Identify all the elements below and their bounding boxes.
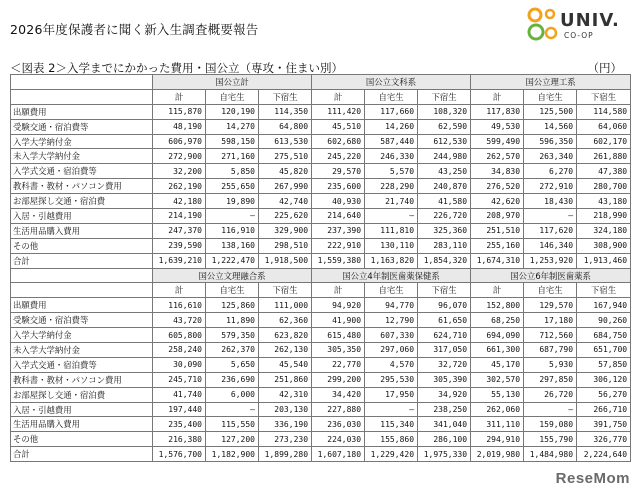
value-cell: 197,440	[153, 402, 206, 417]
value-cell: 238,250	[418, 402, 471, 417]
value-cell: 235,600	[312, 179, 365, 194]
value-cell: 208,970	[471, 209, 524, 224]
value-cell: 235,400	[153, 417, 206, 432]
value-cell: 587,440	[365, 134, 418, 149]
value-cell: 1,484,980	[524, 447, 577, 462]
value-cell: 341,040	[418, 417, 471, 432]
table-row	[11, 313, 631, 328]
value-cell: 579,350	[206, 328, 259, 343]
value-cell: 276,520	[471, 179, 524, 194]
value-cell: 1,913,460	[577, 253, 631, 268]
logo-subtext: CO-OP	[564, 31, 594, 40]
column-header: 自宅生	[206, 89, 259, 104]
table-row	[11, 223, 631, 238]
value-cell: 273,230	[259, 432, 312, 447]
value-cell: 214,190	[153, 209, 206, 224]
group-header: 国公立4年制医歯薬保健系	[312, 268, 471, 283]
column-header: 計	[153, 89, 206, 104]
value-cell: 1,222,470	[206, 253, 259, 268]
value-cell: 247,370	[153, 223, 206, 238]
value-cell: 295,530	[365, 372, 418, 387]
value-cell: 596,350	[524, 134, 577, 149]
value-cell: 49,530	[471, 119, 524, 134]
value-cell: 694,090	[471, 328, 524, 343]
value-cell: 267,990	[259, 179, 312, 194]
table-row	[11, 238, 631, 253]
value-cell: 45,510	[312, 119, 365, 134]
value-cell: 116,910	[206, 223, 259, 238]
value-cell: 29,570	[312, 164, 365, 179]
table-row	[11, 357, 631, 372]
value-cell: 302,570	[471, 372, 524, 387]
value-cell: 218,990	[577, 209, 631, 224]
value-cell: 299,200	[312, 372, 365, 387]
value-cell: 1,674,310	[471, 253, 524, 268]
value-cell: 1,639,210	[153, 253, 206, 268]
row-label: お部屋探し交通・宿泊費	[11, 194, 153, 209]
value-cell: 246,330	[365, 149, 418, 164]
row-label: 入学式交通・宿泊費等	[11, 357, 153, 372]
row-label: 入学式交通・宿泊費等	[11, 164, 153, 179]
group-header: 国公立文科系	[312, 75, 471, 90]
table-row	[11, 372, 631, 387]
value-cell: 34,920	[418, 387, 471, 402]
value-cell: 712,560	[524, 328, 577, 343]
value-cell: 117,830	[471, 104, 524, 119]
header-blank-cell	[11, 75, 153, 90]
row-label: その他	[11, 432, 153, 447]
column-header: 計	[471, 89, 524, 104]
value-cell: 1,253,920	[524, 253, 577, 268]
value-cell: 236,030	[312, 417, 365, 432]
value-cell: 167,940	[577, 298, 631, 313]
table-row	[11, 298, 631, 313]
row-label: 入学大学納付金	[11, 328, 153, 343]
value-cell: 1,607,180	[312, 447, 365, 462]
value-cell: 294,910	[471, 432, 524, 447]
value-cell: 21,740	[365, 194, 418, 209]
value-cell: ―	[524, 209, 577, 224]
value-cell: 226,720	[418, 209, 471, 224]
value-cell: 26,720	[524, 387, 577, 402]
value-cell: 30,090	[153, 357, 206, 372]
value-cell: 262,130	[259, 343, 312, 358]
table-row	[11, 119, 631, 134]
column-header: 下宿生	[259, 283, 312, 298]
value-cell: 5,650	[206, 357, 259, 372]
group-header: 国公立6年制医歯薬系	[471, 268, 631, 283]
row-label: 未入学大学納付金	[11, 343, 153, 358]
table-row	[11, 194, 631, 209]
column-header: 自宅生	[365, 283, 418, 298]
univ-coop-logo	[526, 6, 626, 46]
value-cell: 18,430	[524, 194, 577, 209]
value-cell: 62,360	[259, 313, 312, 328]
value-cell: 306,120	[577, 372, 631, 387]
value-cell: 1,899,280	[259, 447, 312, 462]
value-cell: 96,070	[418, 298, 471, 313]
value-cell: 115,870	[153, 104, 206, 119]
subheader-blank-cell	[11, 283, 153, 298]
value-cell: 602,680	[312, 134, 365, 149]
value-cell: 43,250	[418, 164, 471, 179]
expense-table	[10, 74, 631, 462]
value-cell: 286,100	[418, 432, 471, 447]
column-header: 計	[312, 283, 365, 298]
value-cell: 255,650	[206, 179, 259, 194]
column-header: 計	[471, 283, 524, 298]
value-cell: 612,530	[418, 134, 471, 149]
value-cell: 262,190	[153, 179, 206, 194]
value-cell: 55,130	[471, 387, 524, 402]
value-cell: 115,550	[206, 417, 259, 432]
value-cell: 297,850	[524, 372, 577, 387]
value-cell: 62,590	[418, 119, 471, 134]
value-cell: 115,340	[365, 417, 418, 432]
table-caption: ＜図表 2＞入学までにかかった費用・国公立（専攻・住まい別）	[10, 61, 343, 75]
value-cell: 1,918,500	[259, 253, 312, 268]
value-cell: 239,590	[153, 238, 206, 253]
value-cell: 11,890	[206, 313, 259, 328]
subheader-row	[11, 283, 631, 298]
group-header: 国公立文理融合系	[153, 268, 312, 283]
value-cell: 4,570	[365, 357, 418, 372]
value-cell: 305,350	[312, 343, 365, 358]
value-cell: 227,880	[312, 402, 365, 417]
value-cell: ―	[206, 402, 259, 417]
value-cell: 22,770	[312, 357, 365, 372]
value-cell: 203,130	[259, 402, 312, 417]
value-cell: 19,890	[206, 194, 259, 209]
value-cell: 266,710	[577, 402, 631, 417]
value-cell: 45,820	[259, 164, 312, 179]
value-cell: 602,170	[577, 134, 631, 149]
value-cell: 14,270	[206, 119, 259, 134]
row-label: お部屋探し交通・宿泊費	[11, 387, 153, 402]
value-cell: 116,610	[153, 298, 206, 313]
group-header: 国公立計	[153, 75, 312, 90]
value-cell: 255,160	[471, 238, 524, 253]
column-header: 自宅生	[524, 89, 577, 104]
value-cell: 17,950	[365, 387, 418, 402]
value-cell: 298,510	[259, 238, 312, 253]
value-cell: 236,690	[206, 372, 259, 387]
value-cell: 262,370	[206, 343, 259, 358]
value-cell: 271,160	[206, 149, 259, 164]
table-row	[11, 209, 631, 224]
row-label: 合計	[11, 253, 153, 268]
value-cell: 114,580	[577, 104, 631, 119]
table-row	[11, 432, 631, 447]
value-cell: 251,860	[259, 372, 312, 387]
value-cell: 48,190	[153, 119, 206, 134]
value-cell: 57,850	[577, 357, 631, 372]
value-cell: 2,224,640	[577, 447, 631, 462]
table-row	[11, 343, 631, 358]
value-cell: 623,820	[259, 328, 312, 343]
value-cell: 1,975,330	[418, 447, 471, 462]
value-cell: 111,000	[259, 298, 312, 313]
column-header: 下宿生	[418, 283, 471, 298]
value-cell: ―	[365, 402, 418, 417]
value-cell: 117,620	[524, 223, 577, 238]
row-label: 入居・引越費用	[11, 209, 153, 224]
value-cell: ―	[365, 209, 418, 224]
value-cell: 152,800	[471, 298, 524, 313]
value-cell: 1,229,420	[365, 447, 418, 462]
row-label: 教科書・教材・パソコン費用	[11, 372, 153, 387]
value-cell: 6,270	[524, 164, 577, 179]
subheader-blank-cell	[11, 89, 153, 104]
value-cell: ―	[206, 209, 259, 224]
value-cell: 12,790	[365, 313, 418, 328]
value-cell: 1,854,320	[418, 253, 471, 268]
value-cell: 224,030	[312, 432, 365, 447]
value-cell: 159,080	[524, 417, 577, 432]
value-cell: 613,530	[259, 134, 312, 149]
value-cell: 125,500	[524, 104, 577, 119]
value-cell: 117,660	[365, 104, 418, 119]
unit-label: （円）	[587, 61, 622, 75]
value-cell: 129,570	[524, 298, 577, 313]
value-cell: 94,770	[365, 298, 418, 313]
value-cell: 661,300	[471, 343, 524, 358]
value-cell: 43,180	[577, 194, 631, 209]
row-label: その他	[11, 238, 153, 253]
value-cell: 45,170	[471, 357, 524, 372]
value-cell: 111,420	[312, 104, 365, 119]
value-cell: 237,390	[312, 223, 365, 238]
value-cell: 1,163,820	[365, 253, 418, 268]
header-blank-cell	[11, 268, 153, 283]
value-cell: 114,350	[259, 104, 312, 119]
document-title: 2026年度保護者に聞く新入生調査概要報告	[10, 22, 259, 37]
group-header-row	[11, 268, 631, 283]
table-row	[11, 253, 631, 268]
value-cell: 615,480	[312, 328, 365, 343]
column-header: 計	[312, 89, 365, 104]
value-cell: 125,860	[206, 298, 259, 313]
value-cell: 599,490	[471, 134, 524, 149]
value-cell: 111,810	[365, 223, 418, 238]
value-cell: 275,510	[259, 149, 312, 164]
value-cell: 155,790	[524, 432, 577, 447]
value-cell: 42,620	[471, 194, 524, 209]
value-cell: 17,180	[524, 313, 577, 328]
value-cell: 1,182,900	[206, 447, 259, 462]
value-cell: 214,640	[312, 209, 365, 224]
value-cell: 263,340	[524, 149, 577, 164]
value-cell: 90,260	[577, 313, 631, 328]
value-cell: 216,380	[153, 432, 206, 447]
value-cell: 138,160	[206, 238, 259, 253]
row-label: 教科書・教材・パソコン費用	[11, 179, 153, 194]
value-cell: 324,180	[577, 223, 631, 238]
table-row	[11, 134, 631, 149]
value-cell: 262,570	[471, 149, 524, 164]
value-cell: 317,050	[418, 343, 471, 358]
value-cell: 272,900	[153, 149, 206, 164]
value-cell: 606,970	[153, 134, 206, 149]
value-cell: 261,880	[577, 149, 631, 164]
value-cell: 64,800	[259, 119, 312, 134]
value-cell: 32,200	[153, 164, 206, 179]
group-header: 国公立理工系	[471, 75, 631, 90]
value-cell: 308,900	[577, 238, 631, 253]
column-header: 自宅生	[365, 89, 418, 104]
value-cell: 222,910	[312, 238, 365, 253]
value-cell: 56,270	[577, 387, 631, 402]
row-label: 出願費用	[11, 298, 153, 313]
value-cell: 391,750	[577, 417, 631, 432]
row-label: 生活用品購入費用	[11, 417, 153, 432]
table-row	[11, 164, 631, 179]
value-cell: 42,310	[259, 387, 312, 402]
value-cell: 651,700	[577, 343, 631, 358]
value-cell: 34,420	[312, 387, 365, 402]
value-cell: 127,200	[206, 432, 259, 447]
value-cell: 41,740	[153, 387, 206, 402]
value-cell: 272,910	[524, 179, 577, 194]
table-row	[11, 387, 631, 402]
value-cell: 297,060	[365, 343, 418, 358]
value-cell: 244,980	[418, 149, 471, 164]
column-header: 下宿生	[577, 283, 631, 298]
value-cell: 5,930	[524, 357, 577, 372]
value-cell: 64,060	[577, 119, 631, 134]
value-cell: 14,560	[524, 119, 577, 134]
value-cell: 6,000	[206, 387, 259, 402]
value-cell: 305,390	[418, 372, 471, 387]
value-cell: 108,320	[418, 104, 471, 119]
value-cell: 32,720	[418, 357, 471, 372]
value-cell: 258,240	[153, 343, 206, 358]
row-label: 出願費用	[11, 104, 153, 119]
table-row	[11, 328, 631, 343]
value-cell: 228,290	[365, 179, 418, 194]
value-cell: 146,340	[524, 238, 577, 253]
value-cell: 336,190	[259, 417, 312, 432]
value-cell: 41,580	[418, 194, 471, 209]
value-cell: 120,190	[206, 104, 259, 119]
column-header: 自宅生	[206, 283, 259, 298]
value-cell: 43,720	[153, 313, 206, 328]
value-cell: 45,540	[259, 357, 312, 372]
row-label: 生活用品購入費用	[11, 223, 153, 238]
value-cell: 34,830	[471, 164, 524, 179]
value-cell: 325,360	[418, 223, 471, 238]
value-cell: 155,860	[365, 432, 418, 447]
column-header: 下宿生	[259, 89, 312, 104]
column-header: 下宿生	[577, 89, 631, 104]
value-cell: 283,110	[418, 238, 471, 253]
value-cell: 14,260	[365, 119, 418, 134]
table-row	[11, 417, 631, 432]
column-header: 自宅生	[524, 283, 577, 298]
value-cell: 326,770	[577, 432, 631, 447]
subheader-row	[11, 89, 631, 104]
value-cell: 605,800	[153, 328, 206, 343]
value-cell: 130,110	[365, 238, 418, 253]
column-header: 下宿生	[418, 89, 471, 104]
value-cell: 225,620	[259, 209, 312, 224]
table-row	[11, 149, 631, 164]
value-cell: 311,110	[471, 417, 524, 432]
value-cell: 94,920	[312, 298, 365, 313]
value-cell: 245,710	[153, 372, 206, 387]
row-label: 入学大学納付金	[11, 134, 153, 149]
value-cell: 5,850	[206, 164, 259, 179]
value-cell: 5,570	[365, 164, 418, 179]
group-header-row	[11, 75, 631, 90]
value-cell: 262,060	[471, 402, 524, 417]
value-cell: 240,870	[418, 179, 471, 194]
value-cell: ―	[524, 402, 577, 417]
value-cell: 251,510	[471, 223, 524, 238]
table-row	[11, 104, 631, 119]
logo-text: UNIV.	[560, 10, 620, 31]
value-cell: 245,220	[312, 149, 365, 164]
row-label: 受験交通・宿泊費等	[11, 119, 153, 134]
value-cell: 607,330	[365, 328, 418, 343]
value-cell: 42,180	[153, 194, 206, 209]
column-header: 計	[153, 283, 206, 298]
row-label: 未入学大学納付金	[11, 149, 153, 164]
row-label: 入居・引越費用	[11, 402, 153, 417]
value-cell: 41,900	[312, 313, 365, 328]
value-cell: 598,150	[206, 134, 259, 149]
value-cell: 280,700	[577, 179, 631, 194]
value-cell: 1,576,700	[153, 447, 206, 462]
value-cell: 624,710	[418, 328, 471, 343]
value-cell: 61,650	[418, 313, 471, 328]
value-cell: 329,900	[259, 223, 312, 238]
value-cell: 47,380	[577, 164, 631, 179]
value-cell: 42,740	[259, 194, 312, 209]
resemom-watermark: ReseMom	[555, 470, 630, 487]
value-cell: 1,559,380	[312, 253, 365, 268]
table-row	[11, 179, 631, 194]
value-cell: 40,930	[312, 194, 365, 209]
value-cell: 684,750	[577, 328, 631, 343]
value-cell: 68,250	[471, 313, 524, 328]
coop-logo-icon	[526, 6, 564, 46]
row-label: 受験交通・宿泊費等	[11, 313, 153, 328]
row-label: 合計	[11, 447, 153, 462]
table-row	[11, 402, 631, 417]
value-cell: 2,019,980	[471, 447, 524, 462]
table-row	[11, 447, 631, 462]
value-cell: 687,790	[524, 343, 577, 358]
